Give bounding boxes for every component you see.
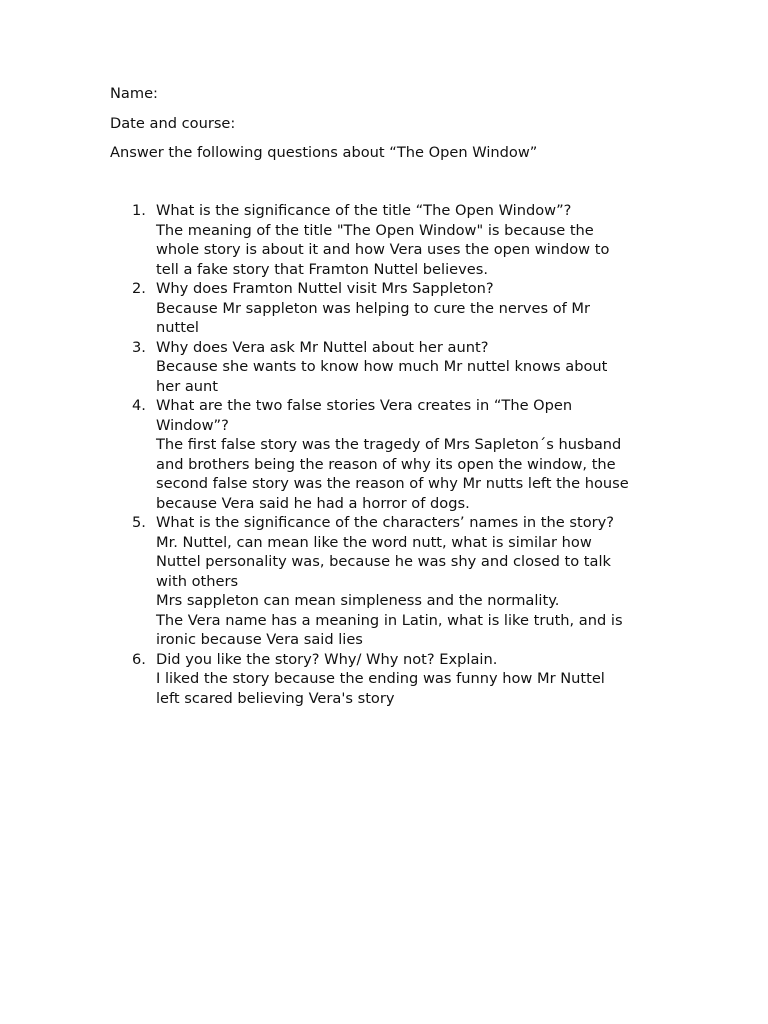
- question-text: What is the significance of the characters’ names in the story?: [156, 514, 615, 531]
- answer-line: Mr. Nuttel, can mean like the word nutt, what is similar how: [156, 533, 592, 551]
- question-text: What is the significance of the title “The Open Window”?: [156, 202, 572, 219]
- question-item-5: [110, 513, 670, 650]
- instructions-text: Answer the following questions about “The Open Window”: [110, 144, 538, 161]
- question-text: Why does Framton Nuttel visit Mrs Sappleton?: [156, 280, 494, 297]
- question-number: 1.: [132, 202, 146, 219]
- answer-line: with others: [156, 572, 239, 590]
- answer-line: nuttel: [156, 319, 199, 336]
- answer-line: her aunt: [156, 377, 219, 395]
- question-item-3: [110, 338, 670, 397]
- answer-line: tell a fake story that Framton Nuttel believes.: [156, 260, 488, 278]
- question-number: 3.: [132, 338, 146, 356]
- answer-line: ironic because Vera said lies: [156, 631, 363, 648]
- question-number: 4.: [132, 397, 146, 414]
- answer-line: whole story is about it and how Vera uses the open window to: [156, 241, 610, 258]
- question-list: [110, 201, 670, 708]
- question-text: What are the two false stories Vera creates in “The Open: [156, 397, 573, 414]
- answer-line: left scared believing Vera's story: [156, 689, 395, 707]
- answer-line: Nuttel personality was, because he was shy and closed to talk: [156, 553, 611, 570]
- answer-line: because Vera said he had a horror of dogs.: [156, 494, 470, 512]
- answer-line: I liked the story because the ending was funny how Mr Nuttel: [156, 670, 605, 687]
- question-item-6: [110, 650, 670, 709]
- answer-line: and brothers being the reason of why its open the window, the: [156, 455, 616, 473]
- answer-line: second false story was the reason of why Mr nutts left the house: [156, 475, 629, 492]
- question-text: Window”?: [156, 416, 229, 434]
- answer-line: Because Mr sappleton was helping to cure the nerves of Mr: [156, 299, 591, 317]
- answer-line: The first false story was the tragedy of Mrs Sapleton´s husband: [156, 436, 622, 453]
- question-text: Why does Vera ask Mr Nuttel about her aunt?: [156, 338, 489, 356]
- answer-line: The Vera name has a meaning in Latin, what is like truth, and is: [156, 611, 623, 629]
- question-number: 2.: [132, 280, 146, 297]
- question-item-4: [110, 396, 670, 513]
- answer-line: Because she wants to know how much Mr nuttel knows about: [156, 358, 608, 375]
- question-item-2: [110, 279, 670, 338]
- date-course-label: Date and course:: [110, 115, 236, 132]
- answer-line: The meaning of the title "The Open Window" is because the: [156, 221, 594, 239]
- question-text: Did you like the story? Why/ Why not? Explain.: [156, 650, 498, 668]
- answer-line: Mrs sappleton can mean simpleness and the normality.: [156, 592, 560, 609]
- name-label: Name:: [110, 85, 158, 102]
- question-number: 6.: [132, 650, 146, 668]
- question-item-1: [110, 201, 670, 279]
- question-number: 5.: [132, 514, 146, 531]
